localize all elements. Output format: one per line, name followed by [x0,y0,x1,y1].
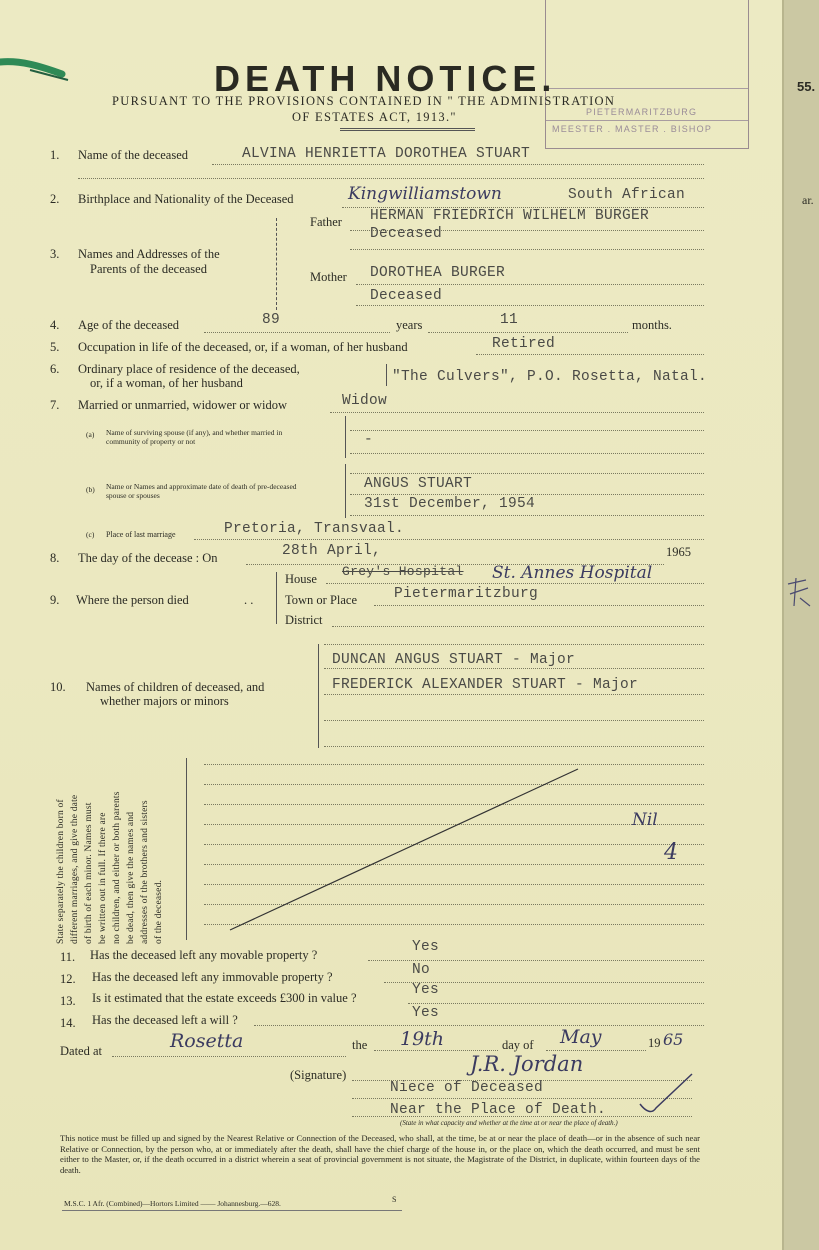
field-3-label-2: Parents of the deceased [90,262,207,276]
surviving-spouse-value: - [364,432,374,448]
mother-name: DOROTHEA BURGER [370,265,506,281]
field-14-number: 14. [60,1016,76,1030]
field-4-number: 4. [50,318,60,332]
signature-value: J.R. Jordan [470,1052,584,1076]
side-note-3: of birth of each minor. Names must [84,802,94,944]
age-months: 11 [500,312,519,328]
house-label: House [285,572,317,586]
house-value: St. Annes Hospital [492,563,653,583]
field-7-number: 7. [50,398,60,412]
deceased-name: ALVINA HENRIETTA DOROTHEA STUART [242,146,531,162]
house-struck-value: Grey's Hospital [342,564,464,579]
immovable-property-value: No [412,962,431,978]
mother-status: Deceased [370,288,443,304]
year-of-death: 1965 [666,545,691,559]
field-6-label-1: Ordinary place of residence of the deceased, [78,362,300,376]
predeceased-spouse-name: ANGUS STUART [364,476,473,492]
mother-label: Mother [310,270,347,284]
field-7-label: Married or unmarried, widower or widow [78,398,287,412]
occupation-value: Retired [492,336,556,352]
years-label: years [396,318,423,332]
field-10-number: 10. [50,680,66,694]
dated-the: the [352,1038,368,1052]
dated-year: 65 [663,1030,684,1049]
dated-day: 19th [400,1028,445,1050]
district-label: District [285,613,323,627]
place-of-marriage: Pretoria, Transvaal. [224,521,405,537]
field-7c-letter: (c) [86,530,95,539]
field-9-label: Where the person died [76,593,189,607]
paper-clip-icon [0,52,72,86]
side-note-7: addresses of the brothers and sisters [140,800,150,944]
subtitle-line-1: PURSUANT TO THE PROVISIONS CONTAINED IN " THE ADMINISTRATION [112,94,616,108]
check-mark-icon [636,1072,696,1116]
field-7a-letter: (a) [86,430,95,439]
father-name: HERMAN FRIEDRICH WILHELM BURGER [370,208,650,224]
office-stamp [545,0,749,149]
field-10-label-2: whether majors or minors [100,694,229,708]
field-8-label: The day of the decease : On [78,551,218,565]
footer-notice: This notice must be filled up and signed by the Nearest Relative or Connection of the Deceased, who shall, at the time, be at or near the place of death—or in the absence of such near Relative or Connection, by the person who, at or immediately after the death, shall have the chief charge of the house in, or the place on, which the death occurred, and must be sent either to the Master, or, if the death occurred in a district wherein a seat of provincial government is not situate, the Magistrate of the District, in duplicate, within fourteen days of the death. [60,1133,700,1175]
field-7b-letter: (b) [86,485,95,494]
field-9-number: 9. [50,593,60,607]
dated-label: Dated at [60,1044,102,1058]
field-11-number: 11. [60,950,76,964]
dated-place: Rosetta [170,1030,244,1052]
movable-property-value: Yes [412,939,440,955]
signature-label: (Signature) [290,1068,347,1082]
page-edge [782,0,819,1250]
field-13-label: Is it estimated that the estate exceeds £300 in value ? [92,991,357,1005]
side-note-5: no children, and either or both parents [112,791,122,944]
field-1-number: 1. [50,148,60,162]
field-14-label: Has the deceased left a will ? [92,1013,238,1027]
date-of-death: 28th April, [282,543,382,559]
field-3-number: 3. [50,247,60,261]
field-7b-label: Name or Names and approximate date of death of pre-deceased spouse or spouses [106,482,297,500]
footer-imprint-number: S [392,1195,397,1204]
field-4-label: Age of the deceased [78,318,179,332]
footer-imprint: M.S.C. 1 Afr. (Combined)—Hortors Limited —— Johannesburg.—628. [64,1199,281,1208]
signature-capacity-1: Niece of Deceased [390,1080,544,1096]
marital-status-value: Widow [342,393,388,409]
field-7a-label: Name of surviving spouse (if any), and whether married in community of property or not [106,428,283,446]
field-2-number: 2. [50,192,60,206]
estate-value: Yes [412,982,440,998]
signature-capacity-2: Near the Place of Death. [390,1102,607,1118]
predeceased-spouse-date: 31st December, 1954 [364,496,536,512]
strike-through-line [228,766,582,932]
father-status: Deceased [370,226,443,242]
town-value: Pietermaritzburg [394,586,539,602]
field-6-number: 6. [50,362,60,376]
title-rule [340,128,475,131]
side-note-2: different marriages, and give the date [70,794,80,944]
edge-fragment: ar. [802,193,814,207]
dated-month: May [560,1026,602,1048]
side-note-8: of the deceased. [154,879,164,944]
stamp-text-1: PIETERMARITZBURG [586,107,698,117]
field-7c-label: Place of last marriage [106,530,176,539]
annotation-nil: Nil [632,810,658,830]
stamp-text-2: MEESTER . MASTER . BISHOP [552,124,713,134]
document-title: DEATH NOTICE. [214,58,557,99]
child-1: DUNCAN ANGUS STUART - Major [332,652,576,668]
field-8-number: 8. [50,551,60,565]
father-label: Father [310,215,342,229]
nationality-value: South African [568,187,686,203]
field-11-label: Has the deceased left any movable property ? [90,948,318,962]
field-12-number: 12. [60,972,76,986]
side-note-1: State separately the children born of [56,799,66,944]
field-6-label-2: or, if a woman, of her husband [90,376,243,390]
field-12-label: Has the deceased left any immovable property ? [92,970,333,984]
residence-value: "The Culvers", P.O. Rosetta, Natal. [392,369,708,385]
side-note-4: be written out in full. If there are [98,812,108,944]
margin-mark-icon [784,576,814,612]
field-5-number: 5. [50,340,60,354]
dated-day-of: day of [502,1038,534,1052]
field-1-label: Name of the deceased [78,148,189,162]
field-10-label-1: Names of children of deceased, and [86,680,265,694]
signature-note: (State in what capacity and whether at the time at or near the place of death.) [400,1119,618,1127]
age-years: 89 [262,312,281,328]
field-13-number: 13. [60,994,76,1008]
annotation-mark: 4 [664,840,678,865]
side-note-6: be dead, then give the names and [126,811,136,944]
subtitle-line-2: OF ESTATES ACT, 1913." [292,110,457,124]
field-2-label: Birthplace and Nationality of the Deceased [78,192,294,206]
will-value: Yes [412,1005,440,1021]
dated-year-prefix: 19 [648,1036,661,1050]
field-5-label: Occupation in life of the deceased, or, if a woman, of her husband [78,340,408,354]
field-3-label-1: Names and Addresses of the [78,247,220,261]
town-label: Town or Place [285,593,358,607]
child-2: FREDERICK ALEXANDER STUART - Major [332,677,639,693]
months-label: months. [632,318,672,332]
page-number: 55. [797,79,816,94]
birthplace-value: Kingwilliamstown [348,184,502,204]
